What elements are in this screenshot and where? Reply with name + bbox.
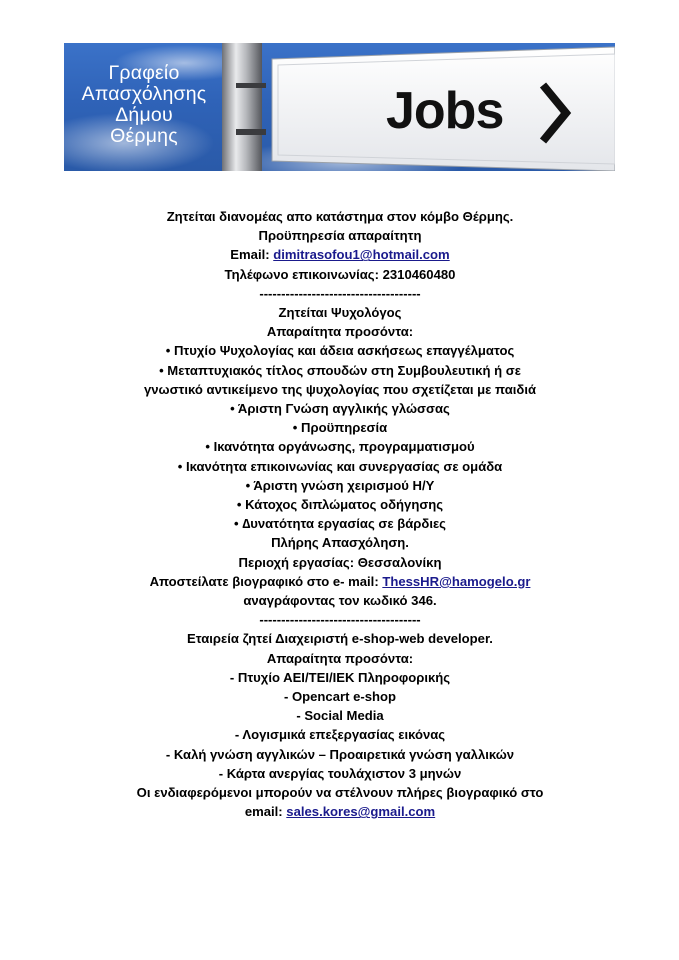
ad3-email-link[interactable]: sales.kores@gmail.com (286, 804, 436, 820)
ad3-requirement: - Opencart e-shop (283, 689, 397, 705)
ad2-requirements-title: Απαραίτητα προσόντα: (266, 324, 414, 340)
ad3-requirement: - Κάρτα ανεργίας τουλάχιστον 3 μηνών (218, 765, 462, 781)
ad1-phone: Τηλέφωνο επικοινωνίας: 2310460480 (224, 266, 456, 282)
ad1-experience: Προϋπηρεσία απαραίτητη (258, 228, 422, 244)
ad2-requirement: • Άριστη Γνώση αγγλικής γλώσσας (230, 401, 450, 417)
ad3-requirement: - Πτυχίο ΑΕΙ/ΤΕΙ/ΙΕΚ Πληροφορικής (229, 669, 451, 685)
ad3-requirement: - Social Media (296, 708, 384, 724)
ad2-requirement: • Ικανότητα επικοινωνίας και συνεργασίας σε ομάδα (177, 458, 503, 474)
ad2-headline: Ζητείται Ψυχολόγος (278, 305, 402, 321)
banner-title-line: Δήμου (115, 104, 173, 126)
ad3-headline: Εταιρεία ζητεί Διαχειριστή e-shop-web developer. (187, 631, 493, 647)
ad3-requirements-title: Απαραίτητα προσόντα: (266, 650, 414, 666)
jobs-banner (64, 43, 615, 171)
ad2-send-label: Αποστείλατε βιογραφικό στο e- mail: (149, 573, 383, 589)
separator: ------------------------------------- (259, 285, 421, 301)
banner-title-line: Θέρμης (110, 125, 178, 147)
ad3-email-label: email: (244, 804, 287, 820)
ad3-email-line (60, 802, 620, 821)
ad3-requirement: - Καλή γνώση αγγλικών – Προαιρετικά γνώση γαλλικών (165, 746, 515, 762)
banner-title-line: Γραφείο (108, 62, 180, 84)
banner-title (70, 63, 218, 147)
ad2-requirement: • Προϋπηρεσία (292, 420, 388, 436)
ad2-email-link[interactable]: ThessHR@hamogelo.gr (382, 573, 531, 589)
ad2-requirement: γνωστικό αντικείμενο της ψυχολογίας που σχετίζεται με παιδιά (143, 381, 537, 397)
job-listings (60, 207, 620, 822)
ad1-email-label: Email: (230, 247, 274, 263)
ad3-closing: Οι ενδιαφερόμενοι μπορούν να στέλνουν πλήρες βιογραφικό στο (136, 785, 544, 801)
ad2-requirement: • Ικανότητα οργάνωσης, προγραμματισμού (205, 439, 475, 455)
ad3-requirement: - Λογισμικά επεξεργασίας εικόνας (234, 727, 446, 743)
separator: ------------------------------------- (259, 612, 421, 628)
ad2-requirement: • Κάτοχος διπλώματος οδήγησης (236, 497, 444, 513)
ad2-requirement: • Άριστη γνώση χειρισμού Η/Υ (245, 477, 435, 493)
sign-pole (222, 43, 262, 171)
ad1-email-link[interactable]: dimitrasofou1@hotmail.com (273, 247, 450, 263)
ad1-email-line (60, 245, 620, 264)
ad2-requirement: • ∆υνατότητα εργασίας σε βάρδιες (234, 516, 446, 532)
ad2-requirement: • Μεταπτυχιακός τίτλος σπουδών στη Συμβουλευτική ή σε (159, 362, 521, 378)
ad2-employment: Πλήρης Απασχόληση. (271, 535, 409, 551)
ad2-email-line (60, 572, 620, 591)
ad1-headline: Ζητείται διανομέας απο κατάστημα στον κόμβο Θέρμης. (166, 209, 514, 224)
banner-title-line: Απασχόλησης (81, 83, 207, 105)
sign-text: Jobs (386, 82, 504, 140)
ad2-code: αναγράφοντας τον κωδικό 346. (243, 593, 437, 609)
ad2-requirement: • Πτυχίο Ψυχολογίας και άδεια ασκήσεως επαγγέλματος (165, 343, 515, 359)
ad2-area: Περιοχή εργασίας: Θεσσαλονίκη (238, 554, 442, 570)
